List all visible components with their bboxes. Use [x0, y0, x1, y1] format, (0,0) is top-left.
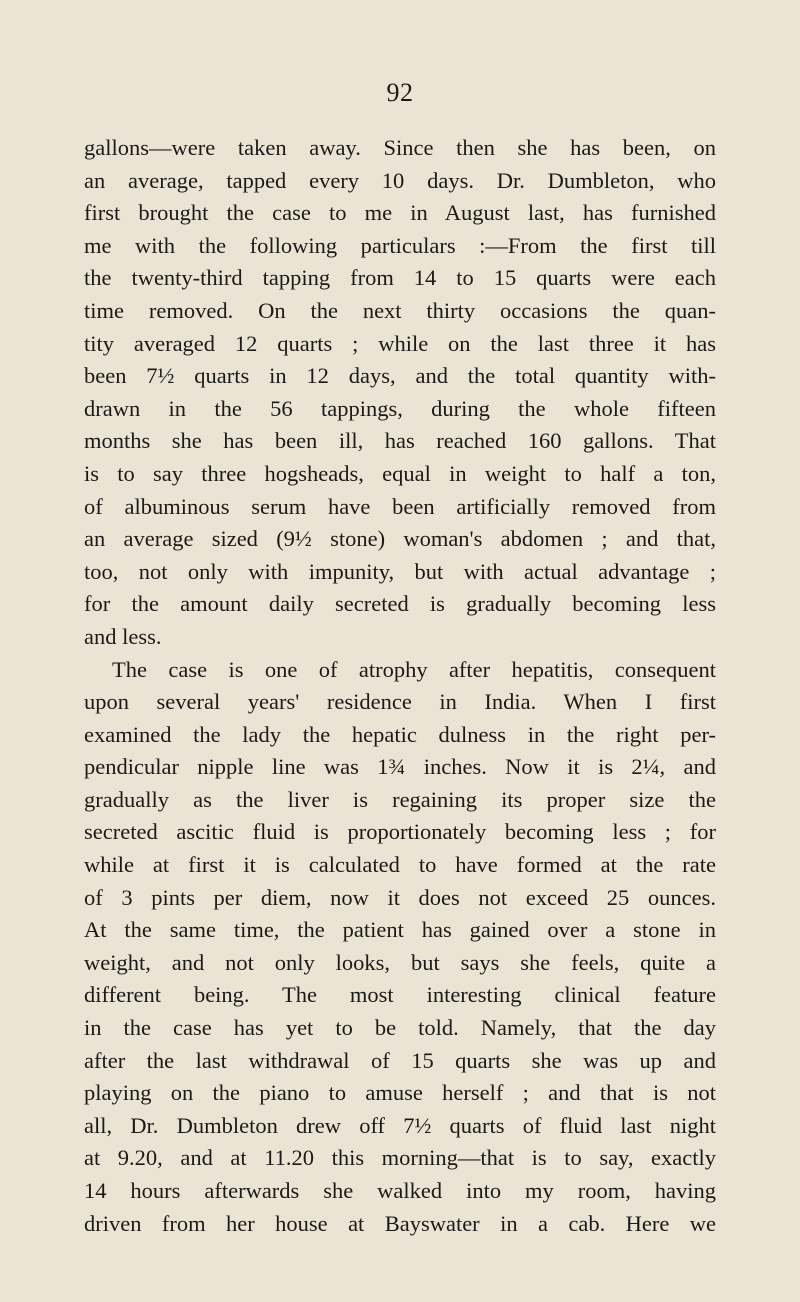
text-line: an average sized (9½ stone) woman's abdomen ; and that, — [84, 526, 716, 552]
text-line: an average, tapped every 10 days. Dr. Dumbleton, who — [84, 167, 716, 193]
text-line: in the case has yet to be told. Namely, that the day — [84, 1015, 716, 1041]
text-line: playing on the piano to amuse herself ; and that is not — [84, 1080, 716, 1106]
text-line: me with the following particulars :—From the first till — [84, 232, 716, 258]
text-line: been 7½ quarts in 12 days, and the total quantity with- — [84, 363, 716, 389]
text-line: of albuminous serum have been artificially removed from — [84, 493, 716, 519]
text-line: after the last withdrawal of 15 quarts she was up and — [84, 1047, 716, 1073]
paragraph-start-line: The case is one of atrophy after hepatitis, consequent — [112, 656, 716, 682]
text-line: weight, and not only looks, but says she feels, quite a — [84, 949, 716, 975]
text-line: too, not only with impunity, but with actual advantage ; — [84, 558, 716, 584]
text-line: time removed. On the next thirty occasions the quan- — [84, 297, 716, 323]
page-number: 92 — [386, 78, 414, 107]
body-text — [84, 132, 716, 1240]
text-line: 14 hours afterwards she walked into my room, having — [84, 1178, 716, 1203]
text-line: drawn in the 56 tappings, during the whole fifteen — [84, 395, 716, 421]
text-line: gallons—were taken away. Since then she has been, on — [84, 135, 716, 160]
text-line: different being. The most interesting clinical feature — [84, 982, 716, 1008]
text-line: the twenty-third tapping from 14 to 15 quarts were each — [84, 265, 716, 291]
text-line: first brought the case to me in August last, has furnished — [84, 200, 716, 226]
text-line: driven from her house at Bayswater in a cab. Here we — [84, 1210, 716, 1236]
text-line: at 9.20, and at 11.20 this morning—that is to say, exactly — [84, 1145, 716, 1171]
text-line: tity averaged 12 quarts ; while on the last three it has — [84, 330, 716, 356]
text-line: upon several years' residence in India. When I first — [84, 689, 716, 715]
text-line: and less. — [84, 623, 162, 649]
text-line: pendicular nipple line was 1¾ inches. Now it is 2¼, and — [84, 754, 716, 780]
text-line: secreted ascitic fluid is proportionately becoming less ; for — [84, 819, 716, 845]
text-line: At the same time, the patient has gained over a stone in — [84, 917, 716, 943]
text-line: all, Dr. Dumbleton drew off 7½ quarts of fluid last night — [84, 1112, 716, 1138]
text-line: gradually as the liver is regaining its proper size the — [84, 786, 716, 812]
text-line: months she has been ill, has reached 160 gallons. That — [84, 428, 716, 454]
text-line: of 3 pints per diem, now it does not exceed 25 ounces. — [84, 884, 716, 910]
text-line: for the amount daily secreted is gradually becoming less — [84, 591, 716, 617]
text-line: is to say three hogsheads, equal in weight to half a ton, — [84, 460, 716, 486]
text-line: examined the lady the hepatic dulness in the right per- — [84, 721, 716, 747]
text-line: while at first it is calculated to have formed at the rate — [84, 852, 716, 878]
